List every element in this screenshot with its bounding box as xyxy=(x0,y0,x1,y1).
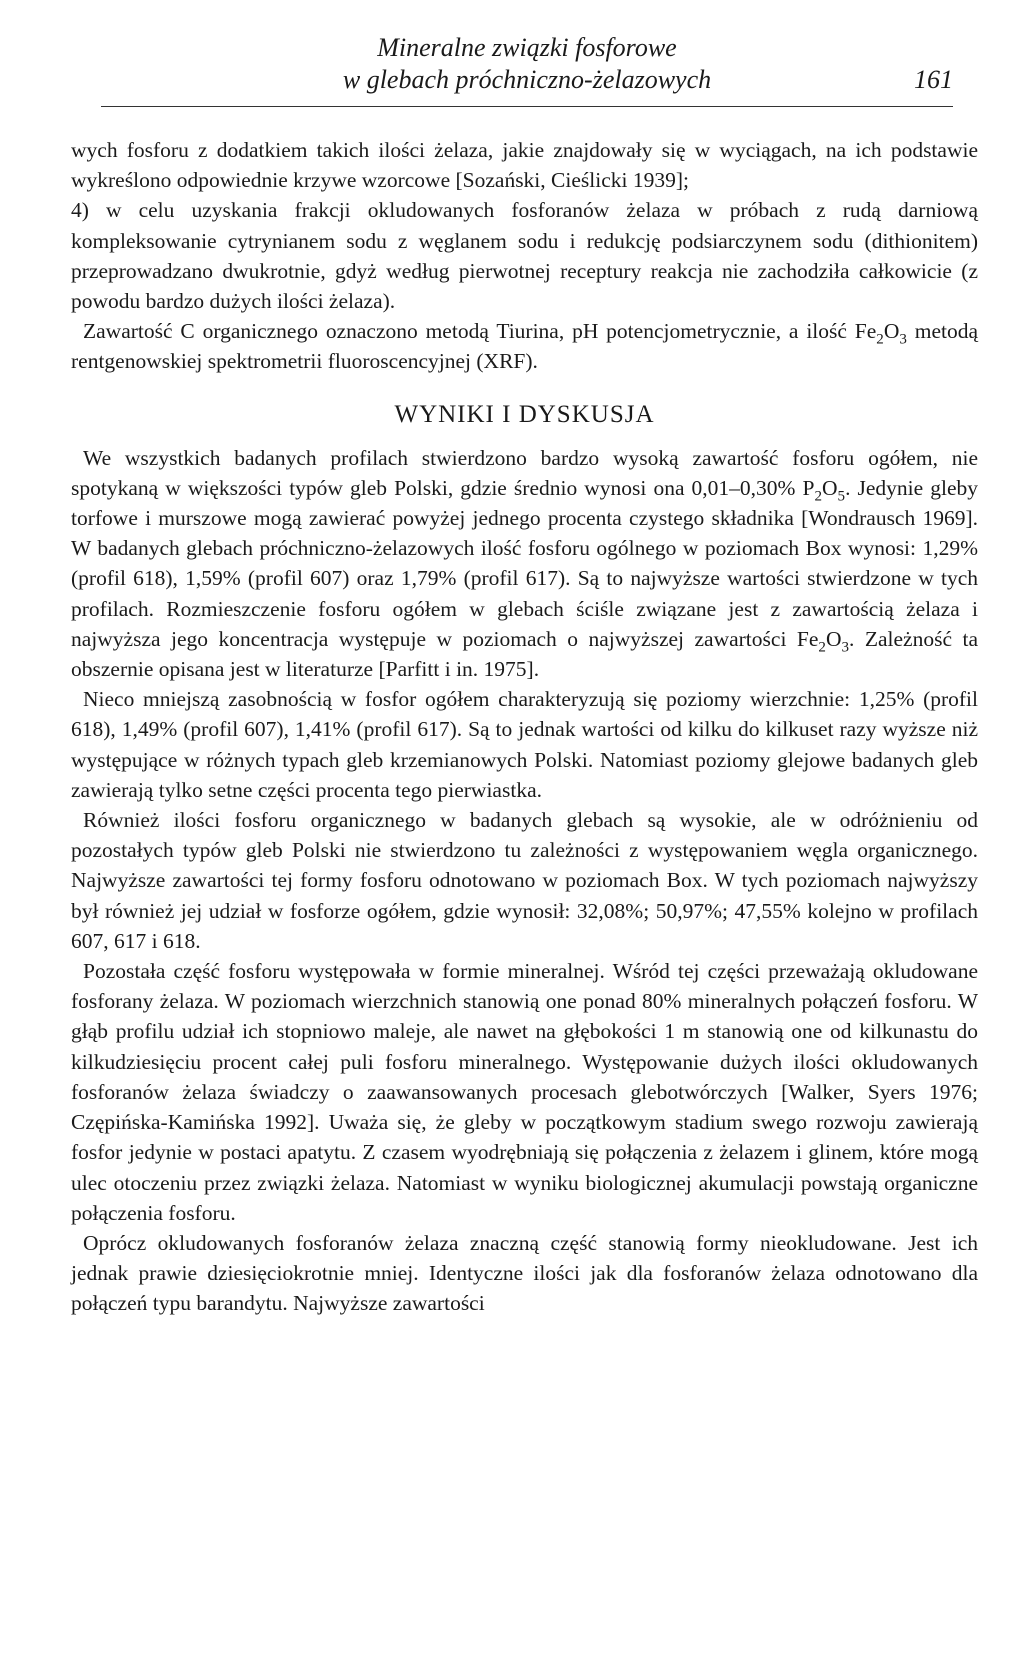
paragraph-results-4: Pozostała część fosforu występowała w formie mineralnej. Wśród tej części przeważają okludowane fosforany żelaza. W poziomach wierzchnich stanowią one ponad 80% mineralnych połączeń fosforu. W głąb profilu udział ich stopniowo maleje, ale nawet na głębokości 1 m stanowią one od kilkunastu do kilkudziesięciu procent całej puli fosforu mineralnego. Występowanie dużych ilości okludowanych fosforanów żelaza świadczy o zaawansowanych procesach glebotwórczych [Walker, Syers 1976; Czępińska-Kamińska 1992]. Uważa się, że gleby w początkowym stadium swego rozwoju zawierają fosfor jedynie w postaci apatytu. Z czasem wyodrębniają się połączenia z żelazem i glinem, które mogą ulec otoczeniu przez związki żelaza. Natomiast w wyniku biologicznej akumulacji powstają organiczne połączenia fosforu. xyxy=(71,959,978,1225)
subscript: 3 xyxy=(899,331,907,348)
subscript: 3 xyxy=(841,639,849,656)
subscript: 2 xyxy=(876,331,884,348)
running-title xyxy=(101,32,953,96)
text-run: Zawartość C organicznego oznaczono metodą Tiurina, pH potencjometrycznie, a ilość Fe xyxy=(83,319,877,344)
text-run: We wszystkich badanych profilach stwierdzono bardzo wysoką zawartość fosforu ogółem, nie spotykaną w większości typów gleb Polski, gdzie średnio wynosi ona 0,01–0,30% P xyxy=(71,445,978,500)
paragraph-results-3: Również ilości fosforu organicznego w badanych glebach są wysokie, ale w odróżnieniu od pozostałych typów gleb Polski nie stwierdzono tu zależności z występowaniem węgla organicznego. Najwyższe zawartości tej formy fosforu odnotowano w poziomach Box. W tych poziomach najwyższy był również jej udział w fosforze ogółem, gdzie wynosił: 32,08%; 50,97%; 47,55% kolejno w profilach 607, 617 i 618. xyxy=(71,808,978,953)
subscript: 2 xyxy=(814,488,822,505)
subscript: 2 xyxy=(818,639,826,656)
text-run: . Jedynie gleby torfowe i murszowe mogą zawierać powyżej jednego procenta czystego składnika [Wondrausch 1969]. W badanych glebach próchniczno-żelazowych ilość fosforu ogólnego w poziomach Box wynosi: 1,29% (profil 618), 1,59% (profil 607) oraz 1,79% (profil 617). Są to najwyższe wartości stwierdzone w tych profilach. Rozmieszczenie fosforu ogółem w glebach ściśle związane jest z zawartością żelaza i najwyższa jego koncentracja występuje w poziomach o najwyższej zawartości Fe xyxy=(71,475,978,651)
text-run: O xyxy=(822,475,838,500)
body-text xyxy=(71,135,978,1319)
paragraph-continuation: wych fosforu z dodatkiem takich ilości żelaza, jakie znajdowały się w wyciągach, na ich podstawie wykreślono odpowiednie krzywe wzorcowe [Sozański, Cieślicki 1939]; xyxy=(71,138,978,193)
paragraph-results-2: Nieco mniejszą zasobnością w fosfor ogółem charakteryzują się poziomy wierzchnie: 1,25% (profil 618), 1,49% (profil 607), 1,41% (profil 617). Są to jednak wartości od kilku do kilkuset razy wyższe niż występujące w różnych typach gleb krzemianowych Polski. Natomiast poziomy glejowe badanych gleb zawierają tylko setne części procenta tego pierwiastka. xyxy=(71,687,978,802)
running-title-line-2: w glebach próchniczno-żelazowych xyxy=(342,65,712,94)
running-title-line-1: Mineralne związki fosforowe xyxy=(377,33,677,62)
subscript: 5 xyxy=(837,488,846,505)
text-run: O xyxy=(825,626,842,651)
text-run: . Zależność ta obszernie opisana jest w literaturze [Parfitt i in. 1975]. xyxy=(71,626,978,682)
paragraph-results-5: Oprócz okludowanych fosforanów żelaza znaczną część stanowią formy nieokludowane. Jest ich jednak prawie dziesięciokrotnie mniej. Identyczne ilości jak dla fosforanów żelaza odnotowano dla połączeń typu barandytu. Najwyższe zawartości xyxy=(71,1230,978,1316)
paragraph-list-item-4: 4) w celu uzyskania frakcji okludowanych fosforanów żelaza w próbach z rudą darniową kompleksowanie cytrynianem sodu z węglanem sodu i redukcję podsiarczynem sodu (dithionitem) przeprowadzano dwukrotnie, gdyż według pierwotnej receptury reakcja nie zachodziła całkowicie (z powodu bardzo dużych ilości żelaza). xyxy=(71,198,978,314)
text-run: O xyxy=(883,319,900,344)
running-header xyxy=(101,28,953,107)
section-heading: WYNIKI I DYSKUSJA xyxy=(394,400,655,428)
paragraph-methods xyxy=(71,316,978,376)
text-run: metodą rentgenowskiej spektrometrii fluoroscencyjnej (XRF). xyxy=(71,319,978,374)
page-number: 161 xyxy=(914,65,953,94)
paragraph-results-1 xyxy=(71,443,978,685)
